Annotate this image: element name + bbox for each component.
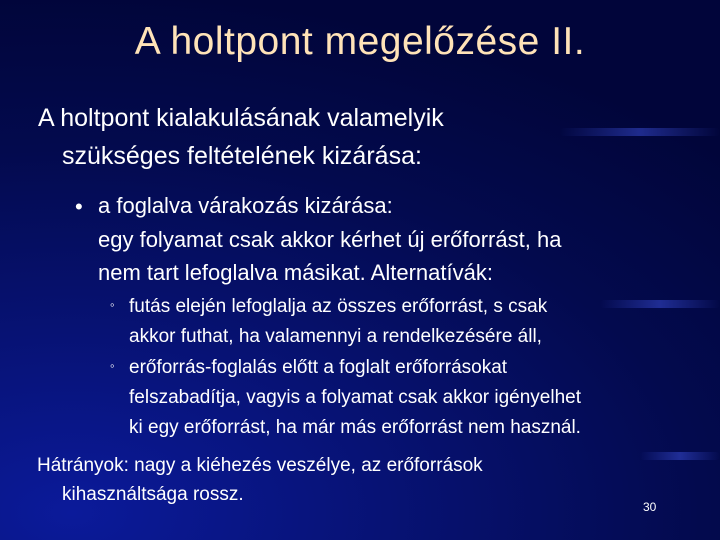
alternative-2-line-1: erőforrás-foglalás előtt a foglalt erőforrásokat — [129, 357, 508, 378]
slide-title: A holtpont megelőzése II. — [134, 20, 586, 63]
sub-bullet-icon: ◦ — [110, 358, 115, 373]
alternative-2-line-2: felszabadítja, vagyis a folyamat csak akkor igényelhet — [129, 387, 582, 408]
bullet-icon: • — [75, 194, 83, 219]
page-number: 30 — [643, 500, 657, 514]
item-line-2: egy folyamat csak akkor kérhet új erőforrást, ha — [98, 227, 562, 252]
drawbacks-line-2: kihasználtsága rossz. — [62, 484, 244, 505]
item-line-3: nem tart lefoglalva másikat. Alternatívák: — [98, 260, 493, 285]
intro-line-2: szükséges feltételének kizárása: — [62, 142, 422, 170]
item-line-1 — [98, 192, 393, 220]
alternative-1-line-2: akkor futhat, ha valamennyi a rendelkezésére áll, — [129, 326, 542, 347]
drawbacks-line-1: Hátrányok: nagy a kiéhezés veszélye, az erőforrások — [37, 455, 483, 476]
background-streak — [640, 452, 720, 460]
background-streak — [560, 128, 720, 136]
intro-line-1: A holtpont kialakulásának valamelyik — [38, 104, 444, 132]
sub-bullet-icon: ◦ — [110, 297, 115, 312]
item-line-1-text: a foglalva várakozás kizárása: — [98, 193, 393, 218]
alternative-2-line-3: ki egy erőforrást, ha már más erőforrást nem használ. — [129, 417, 581, 438]
background-streak — [600, 300, 720, 308]
alternative-1-line-1: futás elején lefoglalja az összes erőforrást, s csak — [129, 296, 548, 317]
